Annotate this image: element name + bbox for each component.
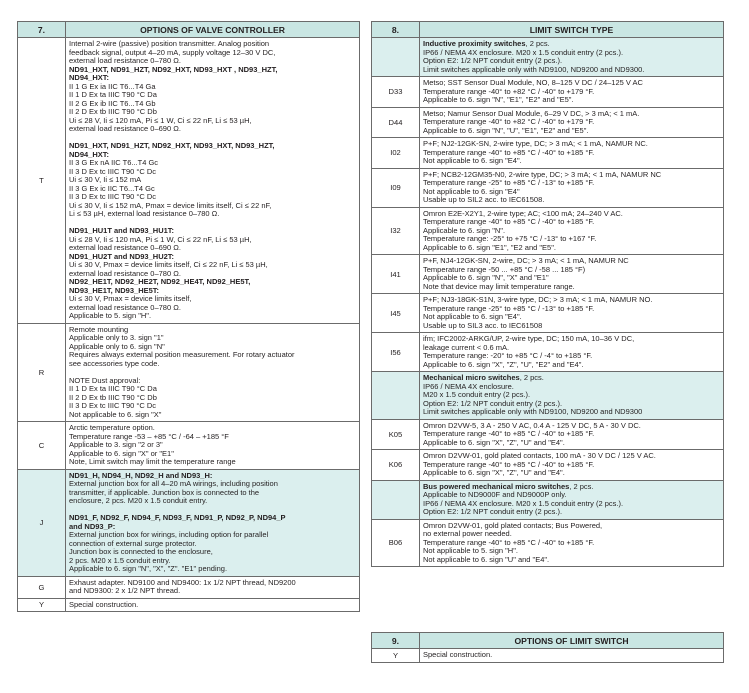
description-line: Exhaust adapter. ND9100 and ND9400: 1x 1/2 NPT thread, ND9200 — [69, 577, 296, 587]
description-line: Applicable only to 6. sign "N" — [69, 341, 165, 351]
description-line: Omron E2E-X2Y1, 2-wire type; AC; <100 mA; 24–240 V AC. — [423, 208, 623, 218]
description-line: external load resistance 0–690 Ω. — [69, 243, 181, 252]
description-line: Internal 2-wire (passive) position transmitter. Analog position — [69, 39, 270, 48]
section-title: OPTIONS OF VALVE CONTROLLER — [66, 22, 360, 38]
table-row — [18, 469, 360, 576]
description-line: Option E2: 1/2 NPT conduit entry (2 pcs.). — [423, 56, 563, 65]
description-line: Ui ≤ 28 V, Ii ≤ 120 mA, Pi ≤ 1 W, Ci ≤ 22 nF, Li ≤ 53 µH, — [69, 115, 252, 125]
description-line: transmitter, if applicable. Junction box is connected to the — [69, 487, 260, 497]
option-code: I09 — [372, 168, 420, 207]
section-title: LIMIT SWITCH TYPE — [420, 22, 724, 38]
table-row — [18, 576, 360, 598]
description-line: Ui ≤ 30 V, Ii ≤ 152 mA — [69, 175, 142, 184]
description-line: Ui ≤ 28 V, Ii ≤ 120 mA, Pi ≤ 1 W, Ci ≤ 22 nF, Li ≤ 53 µH, — [69, 234, 252, 244]
description-line: Ui ≤ 30 V, Ii ≤ 152 mA, Pmax = device limits itself, Ci ≤ 22 nF, — [69, 200, 272, 210]
option-description — [420, 77, 724, 108]
section-number: 7. — [18, 22, 66, 38]
description-line: II 2 G Ex ib IIC T6...T4 Gb — [69, 98, 156, 108]
description-line: II 3 G Ex ic IIC T6...T4 Gc — [69, 183, 155, 193]
option-description — [420, 38, 724, 77]
description-line: Temperature range: -20° to +85 °C / -4° to +185 °F. — [423, 351, 593, 360]
description-line: Not applicable to 5. sign "H". — [423, 546, 518, 555]
description-line: Applicable to 6. sign "N", "U", "E1", "E2" and "E5". — [423, 125, 589, 135]
description-line: II 3 D Ex tc IIIC T90 °C Dc — [69, 401, 157, 410]
description-line: Limit switches applicable only with ND9100, ND9200 and ND9300. — [423, 64, 645, 74]
description-line: ND94_HXT: — [69, 149, 110, 159]
table-row — [372, 107, 724, 138]
option-code: I02 — [372, 138, 420, 169]
description-line: II 3 G Ex nA IIC T6...T4 Gc — [69, 158, 159, 167]
option-description — [66, 323, 360, 422]
heading-rest: , 2 pcs. — [569, 481, 594, 491]
table-row — [372, 372, 724, 420]
description-line: Remote mounting — [69, 324, 129, 334]
description-line: External junction box for all 4–20 mA wirings, including position — [69, 479, 278, 488]
description-line: ND93_HE1T, ND93_HE5T: — [69, 285, 160, 295]
option-code: D33 — [372, 77, 420, 108]
table-row — [372, 168, 724, 207]
description-line: Requires always external position measurement. For rotary actuator — [69, 350, 295, 359]
option-code: I56 — [372, 333, 420, 372]
description-line: Special construction. — [423, 650, 493, 659]
option-description — [66, 422, 360, 470]
option-description — [420, 649, 724, 663]
description-line: Applicable to 6. sign "X", "Z", "U" and "E4". — [423, 468, 565, 477]
description-line: Applicable only to 3. sign "1" — [69, 333, 164, 342]
description-line: IP66 / NEMA 4X enclosure. M20 x 1.5 conduit entry (2 pcs.). — [423, 47, 624, 57]
table-row — [18, 598, 360, 612]
option-description — [420, 107, 724, 138]
description-line: ND91_HU2T and ND93_HU2T: — [69, 251, 175, 261]
description-line: Applicable to 6. sign "N", "X", "Z". "E1" pending. — [69, 564, 228, 573]
limit-switch-options-table — [371, 632, 724, 663]
option-code: K05 — [372, 419, 420, 450]
description-line: external load resistance 0–780 Ω. — [69, 56, 181, 65]
description-line: Applicable to 6. sign "X", "Z", "U" and "E4". — [423, 437, 565, 447]
description-line: ND91_HXT, ND91_HZT, ND92_HXT, ND93_HXT , ND93_HZT, — [69, 64, 278, 74]
description-line: II 1 D Ex ta IIIC T90 °C Da — [69, 384, 157, 393]
description-line: II 3 D Ex tc IIIC T90 °C Dc — [69, 192, 157, 201]
description-line: Arctic temperature option. — [69, 423, 155, 432]
description-line: P+F; NJ3-18GK-S1N, 3-wire type, DC; > 3 mA; < 1 mA, NAMUR NO. — [423, 295, 653, 304]
description-line: Temperature range -40° to +82 °C / -40° to +179 °F. — [423, 117, 595, 126]
description-line: NOTE Dust approval: — [69, 375, 141, 385]
description-line: Temperature range -40° to +85 °C / -40° to +185 °F. — [423, 429, 595, 438]
description-line: Metso; SST Sensor Dual Module, NO, 8–125 V DC / 24–125 V AC — [423, 78, 643, 87]
description-line: II 1 G Ex ia IIC T6...T4 Ga — [69, 81, 156, 91]
option-code — [372, 480, 420, 519]
option-description — [66, 598, 360, 612]
description-line: Note, Limit switch may limit the temperature range — [69, 457, 236, 466]
description-line: no external power needed. — [423, 529, 512, 538]
option-description — [66, 38, 360, 324]
table-row — [372, 649, 724, 663]
section-number: 8. — [372, 22, 420, 38]
description-line: Applicable to 6. sign "X" or "E1" — [69, 448, 174, 458]
description-line: M20 x 1.5 conduit entry (2 pcs.). — [423, 390, 531, 399]
description-line: Applicable to 5. sign "H". — [69, 311, 152, 320]
description-line: ND94_HXT: — [69, 73, 110, 82]
option-description — [420, 480, 724, 519]
description-line: 2 pcs. M20 x 1.5 conduit entry. — [69, 555, 171, 565]
description-line: enclosure, 2 pcs. M20 x 1.5 conduit entry. — [69, 496, 208, 505]
description-line: ifm; IFC2002-ARKG/UP, 2-wire type, DC; 150 mA, 10–36 V DC, — [423, 334, 635, 343]
heading-bold-part: Inductive proximity switches — [423, 39, 526, 48]
table-row — [372, 38, 724, 77]
description-line: Applicable to 6. sign "X", "Z", "U", "E2" and "E4". — [423, 359, 584, 369]
description-line: Applicable to 6. sign "N", "X" and "E1" — [423, 273, 549, 282]
option-code — [372, 372, 420, 420]
description-line: Not applicable to 6. sign "E4". — [423, 156, 522, 165]
description-line: Metso; Namur Sensor Dual Module, 6–29 V DC, > 3 mA; < 1 mA. — [423, 108, 640, 118]
option-description — [420, 255, 724, 294]
description-line: Applicable to 6. sign "E1", "E2 and "E5". — [423, 242, 556, 252]
option-code: R — [18, 323, 66, 422]
valve-controller-options-table — [17, 21, 360, 612]
option-description — [420, 294, 724, 333]
table-row — [372, 255, 724, 294]
description-line: II 2 D Ex tb IIIC T90 °C Db — [69, 107, 157, 116]
description-line: Option E2: 1/2 NPT conduit entry (2 pcs.). — [423, 507, 563, 516]
table-row — [372, 480, 724, 519]
description-line: ND91_HU1T and ND93_HU1T: — [69, 226, 175, 235]
description-line: connection of external surge protector. — [69, 538, 197, 548]
option-code — [372, 38, 420, 77]
description-line: Temperature range -25° to +85 °C / -13° to +185 °F. — [423, 178, 595, 187]
description-line: Omron D2VW-01, gold plated contacts, 100 mA - 30 V DC / 125 V AC. — [423, 451, 656, 460]
description-line: Limit switches applicable only with ND9100, ND9200 and ND9300 — [423, 407, 643, 416]
option-code: D44 — [372, 107, 420, 138]
heading-rest: , 2 pcs. — [525, 39, 550, 48]
description-line: Temperature range -53 – +85 °C / -64 – +185 °F — [69, 431, 229, 441]
heading-rest: , 2 pcs. — [519, 373, 544, 382]
table-row — [372, 450, 724, 481]
description-line: II 1 D Ex ta IIIC T90 °C Da — [69, 90, 157, 99]
description-line: Applicable to 3. sign "2 or 3" — [69, 440, 163, 449]
option-code: Y — [372, 649, 420, 663]
description-line: see accessories type code. — [69, 358, 160, 368]
table-row — [18, 422, 360, 470]
option-code: K06 — [372, 450, 420, 481]
description-line: Usable up to SIL3 acc. to IEC61508 — [423, 320, 543, 330]
description-line: Junction box is connected to the enclosure, — [69, 547, 213, 556]
description-line: external load resistance 0–780 Ω. — [69, 268, 181, 278]
table-row — [372, 419, 724, 450]
description-line: ND91_H, ND94_H, ND92_H and ND93_H: — [69, 470, 213, 480]
option-description — [420, 168, 724, 207]
option-description — [420, 372, 724, 420]
description-line: ND91_F, ND92_F, ND94_F, ND93_F, ND91_P, ND92_P, ND94_P — [69, 513, 286, 522]
description-line: Option E2: 1/2 NPT conduit entry (2 pcs.). — [423, 398, 563, 408]
heading-bold-part: Bus powered mechanical micro switches — [423, 481, 570, 491]
description-line: Li ≤ 53 µH, external load resistance 0–780 Ω. — [69, 209, 220, 218]
table-row — [18, 323, 360, 422]
description-line: Not applicable to 6. sign "U" and "E4". — [423, 554, 550, 564]
description-line: Applicable to 6. sign "N", "E1", "E2" and "E5". — [423, 95, 574, 104]
description-line: P+F; NCB2-12GM35-N0, 2-wire type, DC; > 3 mA; < 1 mA, NAMUR NC — [423, 169, 662, 179]
description-line: and ND93_P: — [69, 521, 116, 531]
section-number: 9. — [372, 633, 420, 649]
description-line: Usable up to SIL2 acc. to IEC61508. — [423, 195, 545, 204]
table-row — [372, 77, 724, 108]
description-line: IP66 / NEMA 4X enclosure. M20 x 1.5 conduit entry (2 pcs.). — [423, 498, 624, 508]
option-code: I32 — [372, 207, 420, 255]
option-description — [420, 333, 724, 372]
description-line: Omron D2VW-5, 3 A - 250 V AC, 0.4 A - 125 V DC, 5 A - 30 V DC. — [423, 420, 641, 430]
description-line: P+F; NJ2-12GK-SN, 2-wire type, DC; > 3 mA; < 1 mA, NAMUR NC. — [423, 139, 648, 148]
description-line: leakage current < 0.6 mA. — [423, 342, 510, 352]
heading-bold-part: Mechanical micro switches — [423, 373, 520, 382]
description-line: Temperature range -40° to +85 °C / -40° to +185 °F. — [423, 147, 595, 157]
table-header-row — [372, 633, 724, 649]
option-code: I41 — [372, 255, 420, 294]
description-line: Applicable to ND9000F and ND9000P only. — [423, 490, 567, 499]
description-line: Temperature range -25° to +85 °C / -13° to +185 °F. — [423, 303, 595, 313]
description-line: II 2 D Ex tb IIIC T90 °C Db — [69, 392, 157, 402]
description-line: Ui ≤ 30 V, Pmax = device limits itself, — [69, 294, 192, 303]
table-row — [372, 294, 724, 333]
description-line: Not applicable to 6. sign "X" — [69, 409, 162, 419]
section-title: OPTIONS OF LIMIT SWITCH — [420, 633, 724, 649]
option-code: C — [18, 422, 66, 470]
option-code: G — [18, 576, 66, 598]
description-line: II 3 D Ex tc IIIC T90 °C Dc — [69, 166, 157, 176]
description-line: Omron D2VW-01, gold plated contacts; Bus Powered, — [423, 520, 603, 530]
table-header-row — [372, 22, 724, 38]
description-line: Temperature range -50 ... +85 °C / -58 ... 185 °F) — [423, 264, 586, 274]
option-code: B06 — [372, 519, 420, 567]
description-line: feedback signal, output 4–20 mA, supply voltage 12–30 V DC, — [69, 47, 276, 57]
table-row — [372, 207, 724, 255]
option-description — [420, 207, 724, 255]
description-line: Not applicable to 6. sign "E4" — [423, 186, 520, 196]
description-line: external load resistance 0–780 Ω. — [69, 302, 181, 312]
description-line: P+F, NJ4-12GK-SN, 2-wire, DC; > 3 mA; < 1 mA, NAMUR NC — [423, 256, 629, 265]
limit-switch-type-table — [371, 21, 724, 567]
description-line: Note that device may limit temperature range. — [423, 281, 575, 291]
option-description — [420, 419, 724, 450]
description-line: Temperature range: -25° to +75 °C / -13° to +167 °F. — [423, 234, 597, 243]
option-description — [66, 576, 360, 598]
option-code: J — [18, 469, 66, 576]
description-line: Temperature range -40° to +85 °C / -40° to +185 °F. — [423, 217, 595, 226]
option-code: I45 — [372, 294, 420, 333]
table-row — [372, 333, 724, 372]
description-line: Special construction. — [69, 599, 139, 609]
description-line: ND92_HE1T, ND92_HE2T, ND92_HE4T, ND92_HE5T, — [69, 277, 251, 286]
option-description — [420, 519, 724, 567]
option-description — [420, 138, 724, 169]
description-line: Not applicable to 6. sign "E4". — [423, 312, 522, 321]
table-header-row — [18, 22, 360, 38]
description-line: Temperature range -40° to +85 °C / -40° to +185 °F. — [423, 537, 595, 547]
description-line: Temperature range -40° to +82 °C / -40° to +179 °F. — [423, 86, 595, 96]
table-row — [372, 138, 724, 169]
description-line: external load resistance 0–690 Ω. — [69, 124, 181, 133]
option-description — [420, 450, 724, 481]
description-line: IP66 / NEMA 4X enclosure. — [423, 381, 514, 391]
description-line: Applicable to 6. sign "N". — [423, 225, 506, 235]
description-line: and ND9300: 2 x 1/2 NPT thread. — [69, 586, 181, 595]
description-line: Temperature range -40° to +85 °C / -40° to +185 °F. — [423, 459, 595, 469]
description-line: External junction box for wirings, including option for parallel — [69, 530, 269, 539]
description-line: Ui ≤ 30 V, Pmax = device limits itself, Ci ≤ 22 nF, Li ≤ 53 µH, — [69, 260, 268, 269]
description-line: ND91_HXT, ND91_HZT, ND92_HXT, ND93_HXT, ND93_HZT, — [69, 141, 275, 150]
option-code: T — [18, 38, 66, 324]
table-row — [372, 519, 724, 567]
option-description — [66, 469, 360, 576]
table-row — [18, 38, 360, 324]
option-code: Y — [18, 598, 66, 612]
